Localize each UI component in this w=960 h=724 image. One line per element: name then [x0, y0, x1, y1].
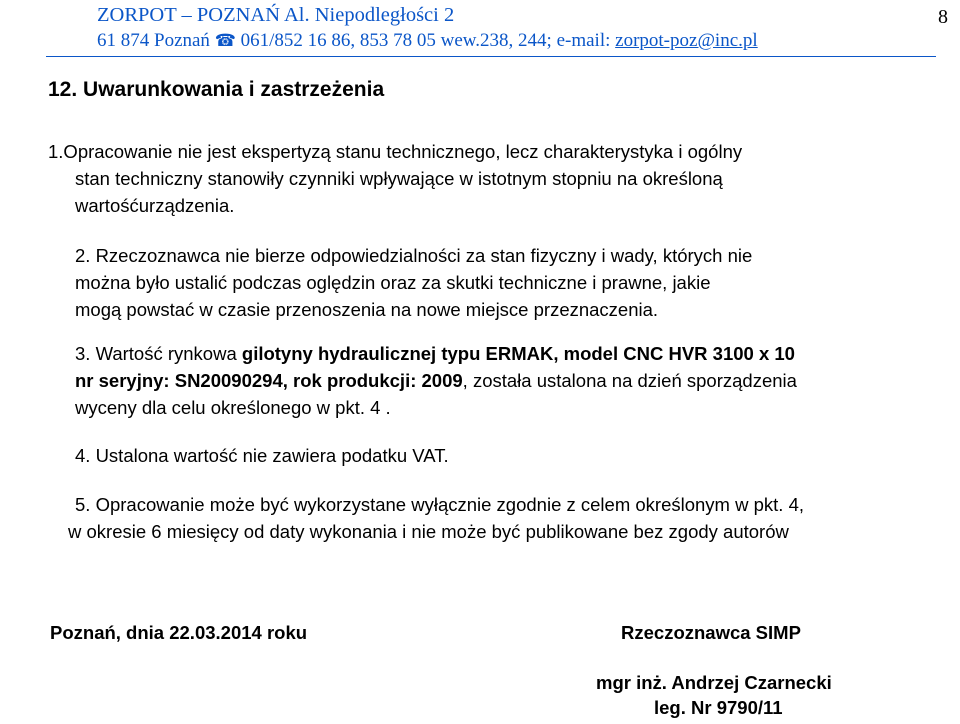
text-regular: 3. Wartość rynkowa [75, 343, 242, 364]
paragraph-line: 2. Rzeczoznawca nie bierze odpowiedzialności za stan fizyczny i wady, których nie [75, 245, 753, 266]
paragraph-line [48, 367, 928, 394]
contact-line [97, 30, 758, 52]
section-title: 12. Uwarunkowania i zastrzeżenia [48, 78, 385, 101]
paragraph-line: wyceny dla celu określonego w pkt. 4 . [75, 397, 391, 418]
telephone-icon: ☎ [214, 31, 236, 50]
postal-address: 61 874 Poznań [97, 30, 210, 51]
paragraph-line: 1.Opracowanie nie jest ekspertyzą stanu technicznego, lecz charakterystyka i ogólny [48, 141, 743, 162]
company-header: ZORPOT – POZNAŃ Al. Niepodległości 2 [97, 4, 455, 26]
machine-description: gilotyny hydraulicznej typu ERMAK, model CNC HVR 3100 x 10 [241, 343, 795, 364]
header-divider [46, 56, 936, 57]
text-regular: , została ustalona na dzień sporządzenia [462, 370, 797, 391]
serial-and-year: nr seryjny: SN20090294, rok produkcji: 2009 [75, 370, 463, 391]
paragraph-5 [48, 491, 928, 545]
paragraph-line: mogą powstać w czasie przenoszenia na nowe miejsce przeznaczenia. [75, 299, 659, 320]
paragraph-line [48, 340, 928, 367]
paragraph-line: 5. Opracowanie może być wykorzystane wyłącznie zgodnie z celem określonym w pkt. 4, [75, 494, 804, 515]
paragraph-3 [48, 340, 928, 421]
paragraph-4 [48, 442, 928, 469]
paragraph-line: 4. Ustalona wartość nie zawiera podatku VAT. [75, 445, 449, 466]
email-link[interactable]: zorpot-poz@inc.pl [615, 30, 758, 51]
paragraph-1 [48, 138, 928, 219]
appraiser-name: mgr inż. Andrzej Czarnecki [596, 672, 832, 693]
paragraph-line: w okresie 6 miesięcy od daty wykonania i nie może być publikowane bez zgody autorów [68, 521, 789, 542]
appraiser-role: Rzeczoznawca SIMP [621, 622, 801, 643]
phone-numbers: 061/852 16 86, 853 78 05 wew.238, 244; e-mail: [240, 30, 611, 51]
place-date: Poznań, dnia 22.03.2014 roku [50, 622, 308, 643]
license-number: leg. Nr 9790/11 [654, 697, 783, 718]
paragraph-line: wartośćurządzenia. [75, 195, 235, 216]
paragraph-line: można było ustalić podczas oględzin oraz za skutki techniczne i prawne, jakie [75, 272, 711, 293]
page-number: 8 [938, 6, 948, 28]
paragraph-line: stan techniczny stanowiły czynniki wpływające w istotnym stopniu na określoną [75, 168, 723, 189]
paragraph-2 [48, 242, 928, 323]
